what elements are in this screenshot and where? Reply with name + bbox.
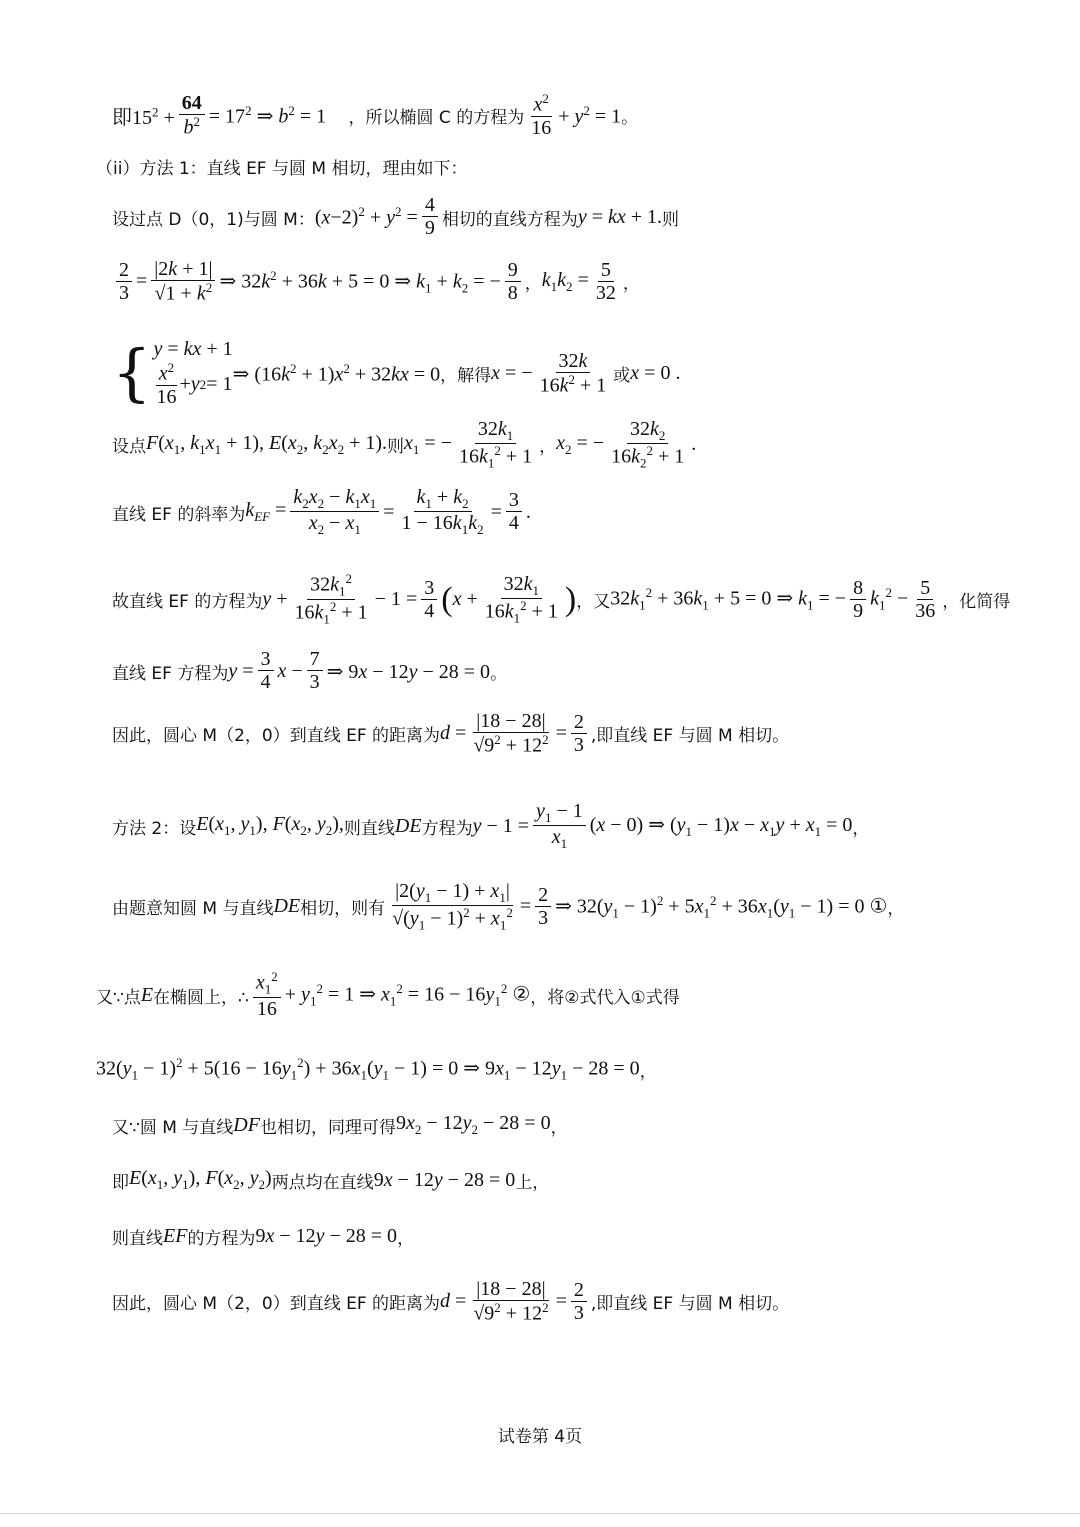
solution-line-1: 即$15^2$ + $\frac{64}{b^2}$ = $17^2$ ⇒ $b^2 = 1$ ，所以椭圆 C 的方程为 $x^2$ 16 + $y^2 = 1$ 。 [112,91,639,139]
method-2-line-7: 则直线 EF 的方程为 9x − 12y − 28 = 0 ， [112,1225,415,1249]
method-2-conclusion: 因此，圆心 M（2，0）到直线 EF 的距离为 d = $\frac{|18 - 28|}{√9^2 + 12^2}$ = $\frac{2}{3}$ ,即直线 EF 与圆 M 相切。 [112,1278,790,1325]
method-2-line-2: 由题意知圆 M 与直线 DE 相切，则有 $\frac{|2(y_1 - 1) + x_1|}{√(y_1 - 1)^2 + x_1^2}$ = $\frac{2}{3}$ ⇒ $32(y_1 - 1)^2 + 5x_1^2 + 36x_1(y_1 - 1) = 0$ ① ， [112,880,905,933]
bottom-divider [0,1513,1080,1514]
method-2-line-4: $32(y_1 - 1)^2 + 5(16 - 16y_1^2) + 36x_1(y_1 - 1) = 0$ ⇒ $9x_1 - 12y_1 - 28 = 0$ ， [96,1055,657,1083]
method-2-line-6: 即 $E(x_1$, $y_1$), $F(x_2$, $y_2$) 两点均在直线 9x − 12y − 28 = 0 上， [112,1167,550,1193]
method-2-line-3: 又∵点 E 在椭圆上，∴ $x_1^2$ 16 + $y_1^2 = 1$ ⇒ $x_1^2 = 16 - 16y_1^2$ ② ，将②式代入①式得 [96,969,680,1020]
page-footer: 试卷第 4页 [497,1427,583,1447]
solution-line-9: 直线 EF 方程为 y = $\frac{3}{4}$ x − $\frac{7}{3}$ ⇒ 9x − 12y − 28 = 0 。 [112,648,508,693]
solution-line-7: 直线 EF 的斜率为 $k_{EF}$ = $\frac{k_2x_2 - k_1x_1}{x_2 - x_1}$ = $\frac{k_1 + k_2}{1 - 16k_1k_2}$ = $\frac{3}{4}$ . [112,486,531,538]
solution-line-5: { y = kx + 1 $x^2$ 16 + y 2 = 1 ⇒ $(16k^2 + 1)x^2 + 32kx = 0$ ，解得 x = − $\frac{32k}{16k^2 + 1}$ 或 x = 0 . [112,336,681,410]
solution-line-6: 设点 $F(x_1$, $k_1x_1 + 1$), $E(x_2$, $k_2x_2 + 1$). 则 $x_1$ = − $\frac{32k_1}{16k_1^2 + 1}$ ， $x_2$ = − $\frac{32k_2}{16k_2^2 + 1}$ . [112,418,697,471]
method-2-line-1: 方法 2：设 $E(x_1$, $y_1$), $F(x_2$, $y_2$), 则直线 DE 方程为 y − 1 = $\frac{y_1 - 1}{x_1}$ (x − 0) ⇒ $(y_1 - 1)x - x_1y + x_1 = 0$ ， [112,800,870,852]
solution-line-10: 因此，圆心 M（2，0）到直线 EF 的距离为 d = $\frac{|18 - 28|}{√9^2 + 12^2}$ = $\frac{2}{3}$ ,即直线 EF 与圆 M 相切。 [112,710,790,757]
solution-line-3: 设过点 D（0，1)与圆 M： $(x-2)^2 + y^2$ = $\frac{4}{9}$ 相切的直线方程为 y = kx + 1. 则 [112,194,680,239]
solution-line-4: $\frac{2}{3}$ = $\frac{|2k + 1|}{√1 + k^2}$ ⇒ $32k^2 + 36k + 5 = 0$ ⇒ $k_1 + k_2$ = − $\frac{9}{8}$ ， $k_1k_2$ = $\frac{5}{32}$ ， [112,258,640,306]
method-1-heading: （ii）方法 1：直线 EF 与圆 M 相切，理由如下： [96,159,468,179]
method-2-line-5: 又∵圆 M 与直线 DF 也相切，同理可得 $9x_2 - 12y_2 - 28 = 0$ ， [112,1112,568,1138]
solution-line-8: 故直线 EF 的方程为 y + $\frac{32k_1^2}{16k_1^2 + 1}$ − 1 = $\frac{3}{4}$ ( x + $\frac{32k_1}{16k_1^2 + 1}$ ) ，又 $32k_1^2 + 36k_1 + 5 = 0$ ⇒ $k_1$ = − $\frac{8}{9}$ $k_1^2$ − $\frac{5}{36}$ ，化简得 [112,571,1011,627]
